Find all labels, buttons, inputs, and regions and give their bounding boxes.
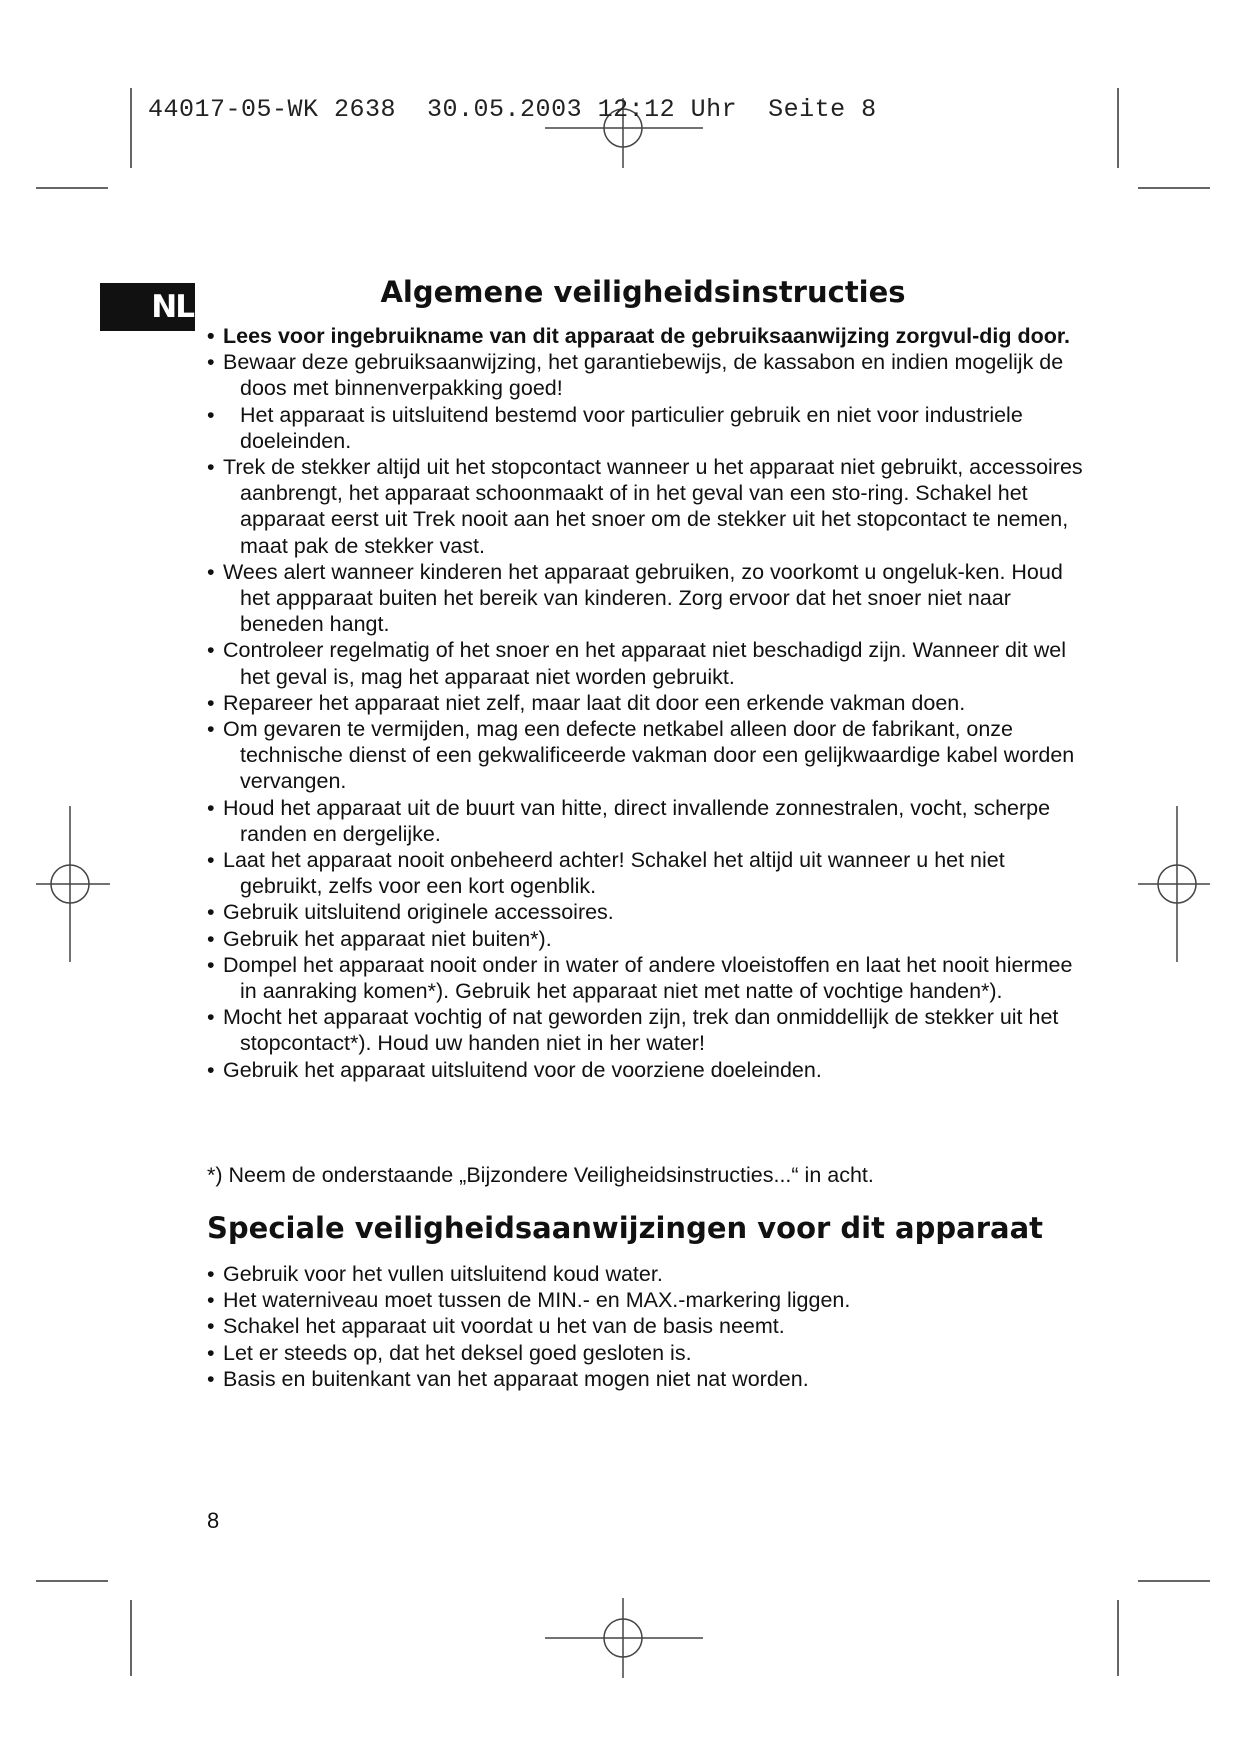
bullet: • [207, 1314, 215, 1339]
list-item-text: Laat het apparaat nooit onbeheerd achter! Schakel het altijd uit wanneer u het niet gebruikt, zelfs voor een kort ogenblik. [223, 848, 1005, 899]
bullet: • [207, 350, 215, 375]
list-item-text: Gebruik uitsluitend originele accessoires. [223, 900, 614, 925]
list-item-text: Schakel het apparaat uit voordat u het van de basis neemt. [223, 1314, 785, 1339]
bullet: • [207, 926, 215, 951]
list-item-text: Gebruik het apparaat niet buiten*). [223, 926, 552, 951]
bullet: • [207, 559, 215, 584]
list-item [207, 1287, 1087, 1313]
list-item [207, 690, 1087, 716]
registration-mark-left [36, 806, 110, 962]
list-item [207, 716, 1087, 795]
list-item-text: Gebruik voor het vullen uitsluitend koud water. [223, 1262, 663, 1286]
list-item-text: Om gevaren te vermijden, mag een defecte netkabel alleen door de fabrikant, onze technische dienst of een gekwalificeerde vakman door een gelijkwaardige kabel worden vervangen. [223, 717, 1075, 794]
list-item [207, 926, 1087, 952]
bullet: • [207, 795, 215, 820]
bullet: • [207, 1005, 215, 1030]
list-item-text: Repareer het apparaat niet zelf, maar laat dit door een erkende vakman doen. [223, 690, 966, 715]
bullet: • [207, 1366, 215, 1391]
list-item [207, 1261, 1087, 1287]
list-item [207, 1313, 1087, 1339]
list-item-text: Controleer regelmatig of het snoer en het apparaat niet beschadigd zijn. Wanneer dit wel het geval is, mag het apparaat niet worden gebruikt. [223, 638, 1066, 689]
list-item [207, 402, 1087, 454]
bullet: • [207, 952, 215, 977]
list-item [207, 637, 1087, 689]
general-safety-list [207, 323, 1087, 1083]
list-item [207, 323, 1087, 349]
footnote: *) Neem de onderstaande „Bijzondere Veiligheidsinstructies...“ in acht. [207, 1163, 874, 1187]
bullet: • [207, 1340, 215, 1365]
list-item [207, 349, 1087, 401]
list-item-text: Trek de stekker altijd uit het stopcontact wanneer u het apparaat niet gebruikt, accessoires aanbrengt, het apparaat schoonmaakt of in het geval van een sto-ring. Schakel het apparaat eerst uit Trek nooit aan het snoer om de stekker uit het stopcontact te nemen, maat pak de stekker vast. [223, 455, 1083, 558]
list-item [207, 1057, 1087, 1083]
section-title-general-safety: Algemene veiligheidsinstructies [380, 275, 906, 309]
list-item [207, 454, 1087, 559]
list-item-text: Het apparaat is uitsluitend bestemd voor particulier gebruik en niet voor industriele doeleinden. [240, 402, 1023, 453]
bullet: • [207, 900, 215, 925]
list-item [207, 1366, 1087, 1392]
section-title-special-safety: Speciale veiligheidsaanwijzingen voor dit apparaat [207, 1211, 1044, 1245]
list-item-text: Gebruik het apparaat uitsluitend voor de voorziene doeleinden. [223, 1057, 822, 1082]
list-item [207, 847, 1087, 899]
page-number: 8 [207, 1508, 220, 1533]
bullet: • [207, 848, 215, 873]
list-item [207, 795, 1087, 847]
bullet: • [207, 690, 215, 715]
bullet: • [207, 717, 215, 742]
list-item-text: Het waterniveau moet tussen de MIN.- en MAX.-markering liggen. [223, 1288, 851, 1313]
print-slug: 44017-05-WK 2638 30.05.2003 12:12 Uhr Seite 8 [148, 95, 877, 124]
bullet: • [207, 638, 215, 663]
list-item [207, 1004, 1087, 1056]
registration-mark-bottom [545, 1598, 703, 1678]
bullet: • [207, 324, 215, 348]
list-item-text: Wees alert wanneer kinderen het apparaat gebruiken, zo voorkomt u ongeluk-ken. Houd het appparaat buiten het bereik van kinderen. Zorg ervoor dat het snoer niet naar beneden hangt. [223, 559, 1063, 637]
list-item-text: Lees voor ingebruikname van dit apparaat de gebruiksaanwijzing zorgvul-dig door. [223, 324, 1071, 348]
list-item [207, 559, 1087, 638]
special-safety-list [207, 1261, 1087, 1392]
list-item-text: Dompel het apparaat nooit onder in water of andere vloeistoffen en laat het nooit hiermee in aanraking komen*). Gebruik het apparaat niet met natte of vochtige handen*). [223, 952, 1073, 1004]
bullet: • [207, 1057, 215, 1082]
list-item [207, 952, 1087, 1004]
list-item [207, 899, 1087, 925]
list-item-text: Houd het apparaat uit de buurt van hitte, direct invallende zonnestralen, vocht, scherpe randen en dergelijke. [223, 795, 1051, 846]
language-tab: NL [100, 283, 195, 331]
bullet: • [207, 1262, 215, 1286]
bullet: • [207, 1288, 215, 1313]
list-item [207, 1340, 1087, 1366]
list-item-text: Mocht het apparaat vochtig of nat geworden zijn, trek dan onmiddellijk de stekker uit het stopcontact*). Houd uw handen niet in her water! [223, 1005, 1059, 1056]
registration-mark-right [1138, 806, 1210, 962]
list-item-text: Bewaar deze gebruiksaanwijzing, het garantiebewijs, de kassabon en indien mogelijk de doos met binnenverpakking goed! [223, 350, 1064, 401]
bullet: • [207, 455, 215, 480]
list-item-text: Basis en buitenkant van het apparaat mogen niet nat worden. [223, 1366, 809, 1391]
list-item-text: Let er steeds op, dat het deksel goed gesloten is. [223, 1340, 692, 1365]
bullet: • [207, 402, 215, 427]
